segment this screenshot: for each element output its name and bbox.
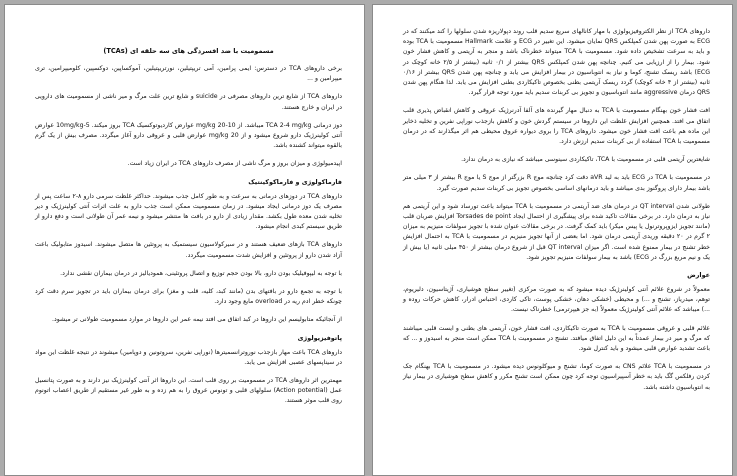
paragraph: معمولاً در شروع علائم آنتی کولینرژیک دیده میشود که به صورت مرکزی (تغییر سطح هوشیاری، آژیتاسیون، دلیریوم، توهم، میدریاز، تشنج و ...) و محیطی (خشکی دهان، خشکی پوست، تاکی کاردی، احتباس ادرار، کاهش حرکات روده و ...) میباشد که علائم آنتی کولینرژیک معمولاً (به جز هیپرترمی) خطرناک نیست. [403, 286, 710, 314]
paragraph: برخی داروهای TCA در دسترس: ایمی پرامین، آمی تریپتیلین، نورتریپتیلین، آموکساپین، دوکسپین، کلومیپرامین، تری میپرامین و ... [35, 65, 342, 83]
document-title: مسمومیت با ضد افسردگی های سه حلقه ای (TCAs) [103, 47, 274, 55]
paragraph: داروهای TCA در دوزهای درمانی به سرعت و به طور کامل جذب میشوند. حداکثر غلظت سرمی دارو ۸-۲ ساعت پس از مصرف یک دوز درمانی ایجاد میشود. در زمان مسمومیت ممکن است جذب دارو به علت اثرات آنتی کولینرژیک و دیر تخلیه شدن معده طول بکشد. مقدار زیادی از دارو در بافت ها منتشر میشود و نیمه عمر آن طولانی است و دفع دارو از طریق سیستم کبدی انجام میشود. [35, 192, 342, 231]
paragraph: دوز درمانی TCA 2-4 mg/kg میباشد. از 10-20 mg/kg عوارض کاردیوتوکسیک TCA بروز میکند. 5-10mg/kg عوارض آنتی کولینرژیک دارو شروع میشود و از 20 mg/kg عوارض قلبی و عروقی دارو آغاز میگردد. مصرف بیش از یک گرم بالقوه میتواند کشنده باشد. [35, 121, 343, 150]
paragraph: طولانی شدن QT interval در درمان های ضد آریتمی در مسمومیت با TCA میتواند باعث تورساد شود و این آریتمی هم نیاز به درمان دارد. در برخی مقالات تاکید شده برای پیشگیری از احتمال ایجاد Torsades de point افزایش ضربان قلب (مانند تجویز ایزوپروترنول یا پیس میکر) باید کمک گرفت. در برخی مقالات عنوان شده با تجویز سولفات منیزیم به میزان ۲ گرم در ۲۰ دقیقه وریدی آریتمی درمان شود. اما بعضی از آنها تجویز منیزیم در مسمومیت با TCA به احتمال افزایش خطر تشنج در بیمار ممنوع شده است. اگر میزان QT interval قبل از شروع درمان بیشتر از ۴۵۰ میلی ثانیه (یا بیش از یک و نیم مربع بزرگ در ECG) باشد به بیمار سولفات منیزیم تجویز شود. [403, 202, 710, 261]
paragraph: داروهای TCA باعث مهار بازجذب نوروترانسمیترها (نوراپی نفرین، سروتونین و دوپامین) میشوند در نتیجه غلظت این مواد در سیناپسهای عصبی افزایش می یابد. [35, 348, 342, 366]
section-heading: پاتوفیزیولوژی [297, 333, 342, 342]
section-heading: فارماکولوژی و فارماکوکینتیک [248, 177, 342, 186]
paragraph: اپیدمیولوژی و میزان بروز و مرگ ناشی از مصرف داروهای TCA در ایران زیاد است. [127, 160, 342, 168]
paragraph: شایعترین آریتمی قلبی در مسمومیت با TCA، تاکیکاردی سینوسی میباشد که نیازی به درمان ندارد. [461, 156, 710, 164]
paragraph: در مسمومیت با TCA در ECG باید به لید aVR دقت کرد چنانچه موج R بزرگتر از موج S یا موج R بیشتر از ۳ میلی متر باشد بیمار دارای پروگنوز بدی میباشد و باید درمانهای اساسی بخصوص تجویز بی کربنات سدیم صورت گیرد. [403, 174, 711, 192]
right-document-page [372, 4, 733, 476]
paragraph: در مسمومیت با TCA علائم CNS به صورت کوما، تشنج و میوکلونوس دیده میشود. در مسمومیت با TCA بهنگام جک کردن رفلکس گگ باید به خطر آسپیراسیون توجه کرد چون ممکن است تشنج مکرر و کاهش سطح هوشیاری در بیمار نیاز به انتوباسیون داشته باشد. [403, 363, 710, 391]
left-document-page [4, 4, 365, 476]
section-heading: عوارض [687, 271, 710, 280]
paragraph: داروهای TCA از شایع ترین داروهای مصرفی در suicide و شایع ترین علت مرگ و میر ناشی از مسمومیت های دارویی در ایران و خارج هستند. [35, 93, 342, 111]
paragraph: با توجه به تجمع دارو در بافتهای بدن (مانند کبد، کلیه، قلب و مغز) برای درمان بیماران باید در تجویز سرم دقت کرد چونکه خطر ادم ریه در overload مایع وجود دارد. [35, 288, 342, 306]
paragraph: مهمترین اثر داروهای TCA در مسمومیت بر روی قلب است. این داروها اثر آنتی کولینرژیک نیز دارند و به صورت پتانسیل عمل (Action potential) سلولهای قلبی و تونوس عروق را به هم زده و به طور غیر مستقیم از طریق اعصاب اتونوم روی قلب موثر هستند. [35, 377, 343, 405]
paragraph: از آنجائیکه متابولیسم این داروها در کبد اتفاق می افتد نیمه عمر این داروها در موارد مسمومیت طولانی تر میشود. [52, 316, 342, 324]
paragraph: داروهای TCA از نظر الکتروفیزیولوژی با مهار کانالهای سریع سدیم قلب روند دپولاریزه شدن سلولها را کند میکنند که در ECG به صورت پهن شدن کمپلکس QRS نمایان میشود. این تغییر در ECG و علامت Hallmark مسمومیت با TCA بوده و باید به سرعت تشخیص داده شود. مسمومیت با TCA میتواند خطرناک باشد و منجر به آریتمی و کاهش فشار خون شود. بیمار را از ارزیابی می کنیم. چنانچه پهن شدن کمپلکس QRS بیشتر از ۰/۱ ثانیه (بیشتر از ۲/۵ خانه کوچک در ECG) باشد ریسک تشنج، کوما و نیاز به انتوباسیون در بیمار افزایش می یابد و چنانچه پهن شدن QRS بیشتر از ۰/۱۶ ثانیه (بیشتر از ۴ خانه کوچک) گردد ریسک آریتمی بطنی بخصوص تاکیکاردی بطنی افزایش می یابد. لذا هنگام پهن شدن QRS درمان aggressive مانند انتوباسیون و تجویز بی کربنات سدیم باید مورد توجه قرار گیرد. [403, 28, 711, 97]
paragraph: با توجه به لیپوفیلیک بودن دارو، بالا بودن حجم توزیع و اتصال پروتئینی، همودیالیز در درمان بیماران نقشی ندارد. [60, 269, 342, 277]
paragraph: علائم قلبی و عروقی مسمومیت با TCA به صورت تاکیکاردی، افت فشار خون، آریتمی های بطنی و ایست قلبی میباشند که مرگ و میر در بیمار عمدتاً به این دلیل اتفاق میافتد. تشنج در مسمومیت با TCA ممکن است منجر به اسیدوز و ... که باعث تشدید عوارض قلبی میشود و باید کنترل شود. [403, 324, 710, 353]
paragraph: داروهای TCA بازهای ضعیف هستند و در سیرکولاسیون سیستمیک به پروتئین ها متصل میشوند. اسیدوز متابولیک باعث آزاد شدن دارو از پروتئین و افزایش شدت مسمومیت میگردد. [35, 241, 342, 259]
paragraph: افت فشار خون بهنگام مسمومیت با TCA به دنبال مهار گیرنده های آلفا آدرنرژیک عروقی و کاهش انقباض پذیری قلب اتفاق می افتد. همچنین افزایش غلظت این داروها در سیستم گردش خون و کاهش بازجذب نوراپی نفرین و تخلیه ذخایر این ماده هم باعث افت فشار خون میشود. داروهای TCA را بروی دیواره عروق محیطی هم اثر میگذارند که در درمان مسمومیت با TCA استفاده از بی کربنات سدیم ارزش دارد. [403, 107, 710, 146]
